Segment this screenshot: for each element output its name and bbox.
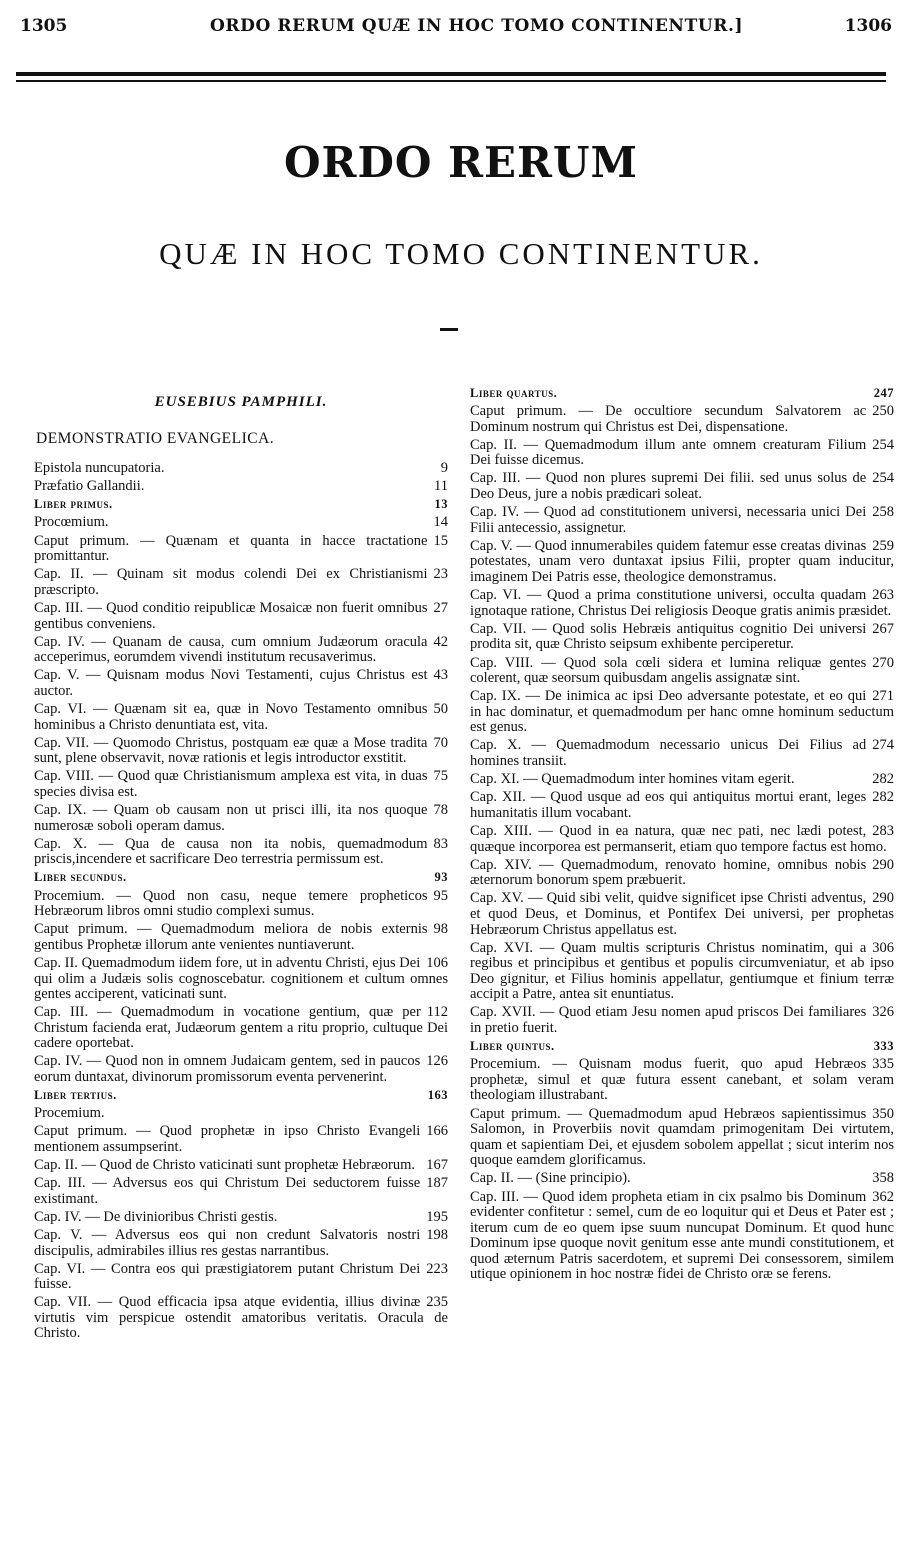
page-number: 333: [873, 1039, 894, 1054]
book-heading: [34, 497, 448, 513]
entry-text: Cap. II. — Quod de Christo vaticinati sunt prophetæ Hebræorum.: [34, 1157, 415, 1174]
right-page-number: 1306: [844, 16, 892, 36]
left-column: [34, 395, 448, 1345]
page-number: 259: [872, 537, 894, 554]
entry-text: Procœmium.: [34, 514, 109, 531]
page-number: 271: [872, 688, 894, 705]
entry-text: Cap. II. — Quinam sit modus colendi Dei ex Christianismi præscripto.: [34, 566, 428, 598]
page-number: 166: [426, 1123, 448, 1140]
toc-entry: [34, 803, 448, 834]
entry-text: Cap. VIII. — Quod sola cœli sidera et lumina reliquæ gentes colerent, quæ seorsum quibusdam angelis assignatæ sint.: [470, 654, 867, 687]
entry-text: Cap. VII. — Quod efficacia ipsa atque evidentia, illius divinæ virtutis vim perspicue ostendit amatoribus veritatis. Oracula de Christo.: [34, 1294, 448, 1342]
page-number: 11: [434, 478, 448, 495]
toc-entry: [34, 1210, 448, 1226]
page-number: 335: [872, 1056, 894, 1073]
entry-text: Cap. IX. — De inimica ac ipsi Deo adversante potestate, et eo qui in hac dominatur, et quemadmodum per hanc omne hominum seductum est genus.: [470, 688, 894, 736]
entry-text: Cap. III. — Quod non plures supremi Dei filii. sed unus solus de Deo Deus, jure a nobis prædicari soleat.: [470, 470, 867, 503]
toc-entry: [470, 1107, 894, 1169]
page-number: 198: [426, 1226, 448, 1243]
toc-entry: [34, 635, 448, 666]
toc-entry: [470, 588, 894, 619]
toc-entry: [34, 1005, 448, 1052]
page-number: 267: [872, 620, 894, 637]
page-title: ORDO RERUM: [283, 138, 639, 187]
left-page-number: 1305: [20, 16, 68, 36]
toc-entry: [34, 1262, 448, 1293]
toc-entry: [34, 601, 448, 632]
toc-entry: [34, 1124, 448, 1155]
toc-entry: [34, 889, 448, 920]
page-number: 270: [872, 654, 894, 671]
toc-entry: [34, 702, 448, 733]
page-number: 14: [433, 514, 448, 531]
book-heading: [34, 1088, 448, 1104]
entry-text: Cap. VII. — Quomodo Christus, postquam eæ quæ a Mose tradita sunt, plene observavit, novæ rationis et legis introductor exstitit.: [34, 734, 428, 767]
book-heading: [470, 386, 894, 402]
page-number: 98: [433, 921, 448, 938]
entry-text: Caput primum. — Quod prophetæ in ipso Christo Evangeli mentionem assumpserint.: [34, 1123, 421, 1155]
toc-entry: [34, 1106, 448, 1122]
page-number: 43: [433, 667, 448, 684]
entry-text: Cap. V. — Adversus eos qui non credunt Salvatoris nostri discipulis, admirabiles illius res gestas narrantibus.: [34, 1226, 421, 1259]
entry-text: Liber quintus.: [470, 1039, 555, 1054]
page-number: 306: [872, 939, 894, 956]
page-number: 95: [433, 887, 448, 904]
toc-entry: [34, 567, 448, 598]
entry-text: Cap. II. — (Sine principio).: [470, 1170, 631, 1187]
entry-text: Cap. XI. — Quemadmodum inter homines vitam egerit.: [470, 771, 795, 788]
entry-text: Cap. VI. — Contra eos qui præstigiatorem putant Christum Dei fuisse.: [34, 1260, 421, 1293]
page-number: 13: [434, 497, 448, 512]
work-heading: DEMONSTRATIO EVANGELICA.: [36, 429, 275, 447]
entry-text: Cap. III. — Adversus eos qui Christum Dei seductorem fuisse existimant.: [34, 1175, 421, 1207]
toc-entry: [34, 736, 448, 767]
toc-entry: [470, 505, 894, 536]
page-number: 70: [433, 734, 448, 751]
page-number: 112: [426, 1004, 448, 1021]
entry-text: Cap. XV. — Quid sibi velit, quidve significet ipse Christi adventus, et quod Deus, et Dominus, et Pontifex Dei universi, per prophetas Hebræorum Christus appellatus est.: [470, 890, 894, 938]
page-number: 282: [872, 789, 894, 806]
left-entries: [34, 461, 448, 1342]
entry-text: Cap. XII. — Quod usque ad eos qui antiquitus mortui erant, leges humanitatis illum vocabant.: [470, 789, 867, 821]
toc-entry: [470, 824, 894, 855]
toc-entry: [34, 1295, 448, 1342]
entry-text: Epistola nuncupatoria.: [34, 460, 165, 477]
page-number: 50: [433, 701, 448, 717]
toc-entry: [470, 438, 894, 469]
entry-text: Cap. III. — Quod conditio reipublicæ Mosaicæ non fuerit omnibus gentibus conveniens.: [34, 599, 428, 632]
header-rule-thick: [16, 72, 886, 76]
page-subtitle: QUÆ IN HOC TOMO CONTINENTUR.: [159, 236, 763, 271]
toc-entry: [34, 956, 448, 1003]
entry-text: Cap. IV. — Quod ad constitutionem universi, necessaria unici Dei Filii antecessio, assignetur.: [470, 504, 867, 536]
page-number: 290: [872, 856, 894, 873]
entry-text: Cap. VI. — Quod a prima constitutione universi, occulta quadam ignotaque ratione, Christus Dei religiosis Deoque gratis animis præsidet.: [470, 587, 892, 619]
entry-text: Cap. II. Quemadmodum iidem fore, ut in adventu Christi, ejus Dei qui olim a Judæis solis cognoscebatur. cognitionem et cultum omnes gentes acciperent, vaticinati sunt.: [34, 954, 448, 1003]
entry-text: Cap. V. — Quod innumerabiles quidem fatemur esse creatas divinas potestates, unam vero duntaxat ipsius Filii, propter quam inducitur, imaginem Dei Patris esse, theologice demonstramus.: [470, 537, 894, 586]
page-number: 290: [872, 890, 894, 907]
page-number: 23: [433, 566, 448, 583]
toc-entry: [34, 1228, 448, 1259]
page-number: 167: [426, 1157, 448, 1174]
page-number: 15: [433, 532, 448, 549]
running-head-title: ORDO RERUM QUÆ IN HOC TOMO CONTINENTUR.]: [210, 16, 744, 36]
toc-entry: [470, 1171, 894, 1187]
toc-entry: [470, 941, 894, 1003]
toc-entry: [470, 471, 894, 502]
entry-text: Cap. IV. — Quod non in omnem Judaicam gentem, sed in paucos eorum duntaxat, divinorum promissorum eventa pervenerint.: [34, 1053, 421, 1086]
book-heading: [34, 870, 448, 886]
toc-entry: [34, 922, 448, 953]
page-number: 258: [872, 504, 894, 521]
toc-entry: [34, 1158, 448, 1174]
entry-text: Præfatio Gallandii.: [34, 478, 145, 495]
toc-entry: [470, 738, 894, 769]
entry-text: Caput primum. — De occultiore secundum Salvatorem ac Dominum nostrum qui Christus est Dei, dispensatione.: [470, 403, 867, 435]
right-entries: [470, 386, 894, 1283]
page-number: 27: [433, 599, 448, 616]
page-number: 254: [872, 470, 894, 487]
entry-text: Procemium. — Quod non casu, neque temere propheticos Hebræorum libros omni studio complexi sumus.: [34, 887, 428, 920]
toc-entry: [470, 689, 894, 736]
page-number: 250: [872, 403, 894, 420]
page-number: 187: [426, 1175, 448, 1192]
entry-text: Cap. XIV. — Quemadmodum, renovato homine, omnibus nobis æternorum bonorum spem præbuerit.: [470, 856, 867, 889]
entry-text: Cap. III. — Quemadmodum in vocatione gentium, quæ per Christum facienda erat, Judæorum gentem a ritu proprio, cultuque Dei cadere oportebat.: [34, 1004, 448, 1052]
entry-text: Liber secundus.: [34, 870, 127, 885]
entry-text: Liber tertius.: [34, 1088, 117, 1103]
entry-text: Procemium.: [34, 1105, 105, 1122]
entry-text: Cap. II. — Quemadmodum illum ante omnem creaturam Filium Dei fuisse dicemus.: [470, 436, 867, 469]
page-number: 78: [433, 802, 448, 819]
page-number: 106: [426, 954, 448, 971]
toc-entry: [34, 461, 448, 477]
toc-entry: [470, 1057, 894, 1104]
toc-entry: [34, 534, 448, 565]
entry-text: Cap. VI. — Quænam sit ea, quæ in Novo Testamento omnibus hominibus a Christo denuntiata est, vita.: [34, 701, 428, 733]
entry-text: Cap. VIII. — Quod quæ Christianismum amplexa est vita, in duas species divisa est.: [34, 768, 428, 800]
right-column: [470, 386, 894, 1286]
page-number: 9: [440, 460, 448, 477]
entry-text: Cap. XIII. — Quod in ea natura, quæ nec pati, nec lædi potest, quæque incorporea est permanserit, etiam quo tempore factus est homo.: [470, 822, 887, 855]
entry-text: Cap. XVI. — Quam multis scripturis Christus nominatim, qui a regibus et principibus et gentibus et populis circumveniatur, et ab ipso Deo gignitur, et Filius hominis appellatur, gentiumque et finium terræ accipit a Patre, antea sit enuntiatus.: [470, 939, 894, 1003]
toc-entry: [470, 790, 894, 821]
entry-text: Cap. V. — Quisnam modus Novi Testamenti, cujus Christus est auctor.: [34, 667, 428, 699]
title-divider: [440, 328, 458, 331]
entry-text: Cap. X. — Qua de causa non ita nobis, quemadmodum priscis,incendere et sacrificare Deo terrestria permissum est.: [34, 835, 428, 868]
page-number: 83: [433, 835, 448, 852]
page-number: 223: [426, 1260, 448, 1277]
entry-text: Cap. IV. — De divinioribus Christi gestis.: [34, 1208, 278, 1225]
toc-entry: [470, 539, 894, 586]
page-number: 254: [872, 436, 894, 453]
entry-text: Cap. III. — Quod idem propheta etiam in cix psalmo bis Dominum evidenter confitetur : semel, cum de eo loquitur qui et Deus et Pater est ; iterum cum de eo quem ipse suum nuncupat Dominum. Et quod hunc Dominum ipse quoque novit genitum esse ante mundi constitutionem, et quod æternum Patris sacerdotem, et supremi Dei consessorem, similem utique opinionem in hoc nostræ fidei de Christo oræ se ferens.: [470, 1188, 894, 1283]
toc-entry: [34, 479, 448, 495]
header-rule-thin: [16, 80, 886, 82]
entry-text: Cap. VII. — Quod solis Hebræis antiquitus cognitio Dei universi prodita sit, quæ Christo seipsum exhibente perciperetur.: [470, 620, 867, 653]
toc-entry: [470, 891, 894, 938]
toc-entry: [34, 1176, 448, 1207]
page-number: 247: [873, 386, 894, 400]
page-number: 75: [433, 768, 448, 785]
page-number: 163: [427, 1088, 448, 1103]
toc-entry: [34, 1054, 448, 1085]
toc-entry: [470, 772, 894, 788]
toc-entry: [470, 1005, 894, 1036]
entry-text: Cap. XVII. — Quod etiam Jesu nomen apud priscos Dei familiares in pretio fuerit.: [470, 1004, 867, 1037]
running-head: [0, 16, 922, 46]
toc-entry: [470, 858, 894, 889]
toc-entry: [34, 668, 448, 699]
entry-text: Cap. X. — Quemadmodum necessario unicus Dei Filius ad homines transiit.: [470, 737, 867, 770]
toc-entry: [470, 1190, 894, 1284]
page-number: 274: [872, 737, 894, 754]
entry-text: Liber quartus.: [470, 386, 558, 400]
entry-text: Cap. IX. — Quam ob causam non ut prisci illi, ita nos quoque numerosæ soboli operam damus.: [34, 802, 428, 834]
page-number: 350: [872, 1105, 894, 1122]
toc-entry: [470, 622, 894, 653]
entry-text: Liber primus.: [34, 497, 113, 512]
page-number: 235: [426, 1294, 448, 1311]
page-number: 42: [433, 633, 448, 650]
toc-entry: [470, 656, 894, 687]
entry-text: Caput primum. — Quemadmodum meliora de nobis externis gentibus Prophetæ illorum ante venientes nuntiaverunt.: [34, 921, 428, 953]
page-number: 126: [426, 1053, 448, 1070]
page-number: 358: [872, 1170, 894, 1187]
page-number: 362: [872, 1188, 894, 1205]
page-number: 195: [426, 1208, 448, 1225]
toc-entry: [34, 515, 448, 531]
book-heading: [470, 1039, 894, 1055]
page-number: 282: [872, 771, 894, 788]
entry-text: Caput primum. — Quemadmodum apud Hebræos sapientissimus Salomon, in Proverbiis novit quamdam primogenitam Dei virtutem, quam et sapientiam Dei, et ejusdem sobolem appellat ; sicut interim nos quoque eamdem glorificamus.: [470, 1105, 894, 1169]
entry-text: Caput primum. — Quænam et quanta in hacce tractatione promittantur.: [34, 532, 428, 565]
page-number: 263: [872, 587, 894, 604]
toc-entry: [34, 837, 448, 868]
toc-entry: [34, 769, 448, 800]
entry-text: Procemium. — Quisnam modus fuerit, quo apud Hebræos prophetæ, simul et quæ futura essent canebant, et solam veram theologiam illustrabant.: [470, 1056, 894, 1104]
page-number: 326: [872, 1004, 894, 1021]
author-heading: EUSEBIUS PAMPHILI.: [154, 394, 328, 410]
toc-entry: [470, 404, 894, 435]
page-number: 93: [434, 870, 448, 885]
entry-text: Cap. IV. — Quanam de causa, cum omnium Judæorum oracula acceperimus, eorumdem vivendi institutum recusaverimus.: [34, 633, 428, 666]
page-number: 283: [872, 822, 894, 839]
